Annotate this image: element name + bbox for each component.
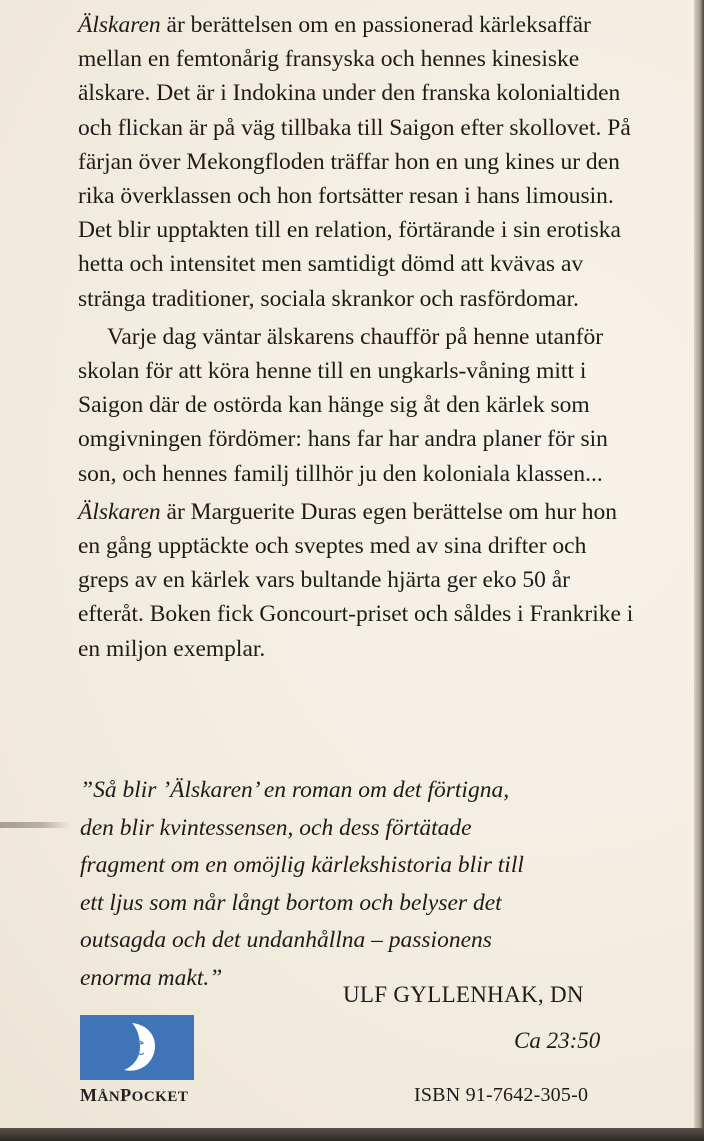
publisher-initial-m: M [80, 1085, 98, 1105]
review-quote [80, 772, 620, 997]
moon-face-icon [80, 1015, 194, 1080]
cover-bottom-edge [0, 1128, 704, 1141]
quote-line: ”Så blir ’Älskaren’ en roman om det förtigna, [80, 777, 510, 803]
cover-scratch [0, 822, 70, 828]
quote-line: enorma makt.” [80, 964, 223, 991]
blurb-text [78, 8, 638, 666]
isbn: ISBN 91-7642-305-0 [414, 1084, 589, 1106]
cover-right-edge [694, 0, 704, 1128]
quote-line: outsagda och det undanhållna – passionens [80, 927, 492, 953]
quote-line: den blir kvintessensen, och dess förtätade [80, 814, 472, 841]
blurb-paragraph-1 [78, 8, 638, 316]
book-title-italic: Älskaren [78, 12, 161, 38]
book-title-italic: Älskaren [78, 498, 161, 525]
publisher-logo [80, 1015, 194, 1080]
quote-reviewer: ULF GYLLENHAK, DN [343, 982, 584, 1007]
publisher-name-part: ÅN [97, 1089, 121, 1105]
blurb-paragraph-3 [78, 495, 638, 666]
blurb-paragraph-2: Varje dag väntar älskarens chaufför på henne utanför skolan för att köra henne till en ungkarls-våning mitt i Saigon där de ostörda kan hänge sig åt den kärlek som omgivningen fördömer: hans far har andra planer för sin son, och hennes familj tillhör ju den koloniala klassen... [78, 323, 608, 487]
quote-line: ett ljus som når långt bortom och belyser det [80, 889, 502, 916]
price: Ca 23:50 [514, 1028, 601, 1053]
blurb-paragraph-3-text: är Marguerite Duras egen berättelse om hur hon en gång upptäckte och sveptes med av sina drifter och greps av en kärlek vars bultande hjärta ger eko 50 år efteråt. Boken fick Goncourt-priset och såldes i Frankrike i en miljon exemplar. [78, 498, 634, 662]
publisher-name-part: OCKET [131, 1089, 189, 1105]
publisher-name [80, 1085, 188, 1106]
publisher-initial-p: P [120, 1085, 132, 1105]
blurb-paragraph-1-text: är berättelsen om en passionerad kärleksaffär mellan en femtonårig fransyska och hennes kinesiske älskare. Det är i Indokina under den franska kolonialtiden och flickan är på väg tillbaka till Saigon efter skollovet. På färjan över Mekongfloden träffar hon en ung kines ur den rika överklassen och hon fortsätter resan i hans limousin. Det blir upptakten till en relation, förtärande i sin erotiska hetta och intensitet men samtidigt dömd att kvävas av stränga traditioner, sociala skrankor och rasfördomar. [78, 12, 631, 312]
quote-line: fragment om en omöjlig kärlekshistoria blir till [80, 852, 524, 878]
